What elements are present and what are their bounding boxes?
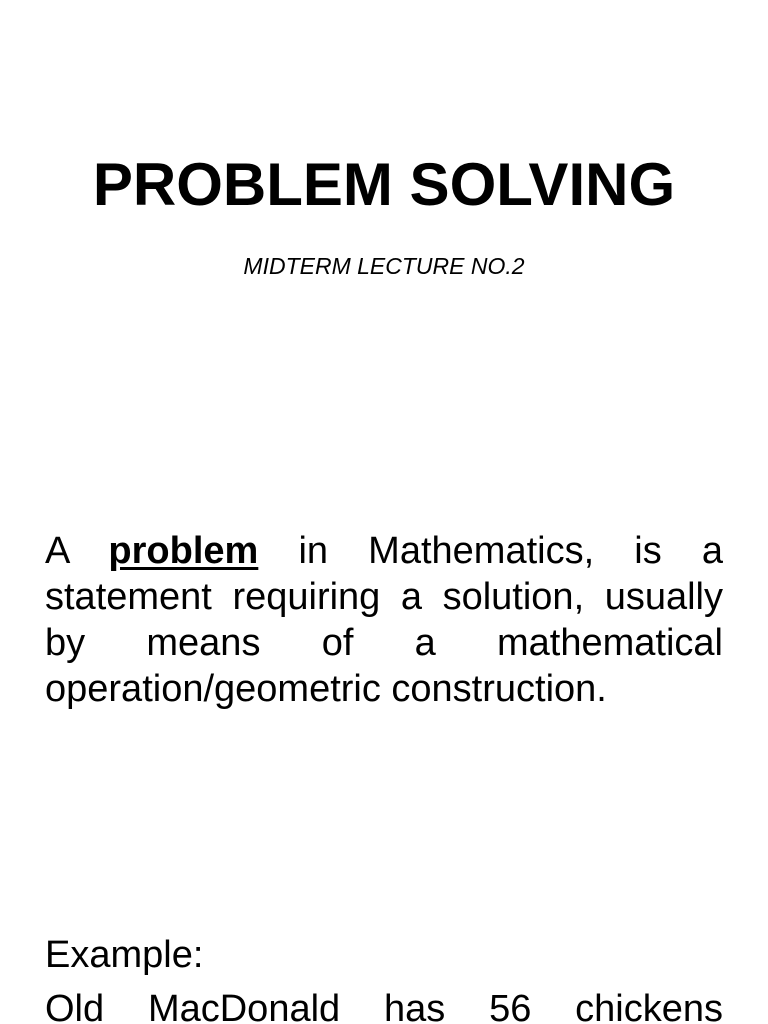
definition-prefix: A <box>45 530 69 572</box>
slide-subtitle: MIDTERM LECTURE NO.2 <box>243 253 525 279</box>
slide-title: PROBLEM SOLVING <box>92 151 676 218</box>
definition-paragraph <box>45 528 723 712</box>
definition-suffix: in Mathematics, is a statement requiring a solution, usually by means of a mathematical operation/geometric construction. <box>45 530 724 710</box>
example-label: Example: <box>45 934 204 976</box>
example-text: Old MacDonald has 56 chickens <box>45 988 723 1024</box>
definition-term: problem <box>108 530 259 572</box>
